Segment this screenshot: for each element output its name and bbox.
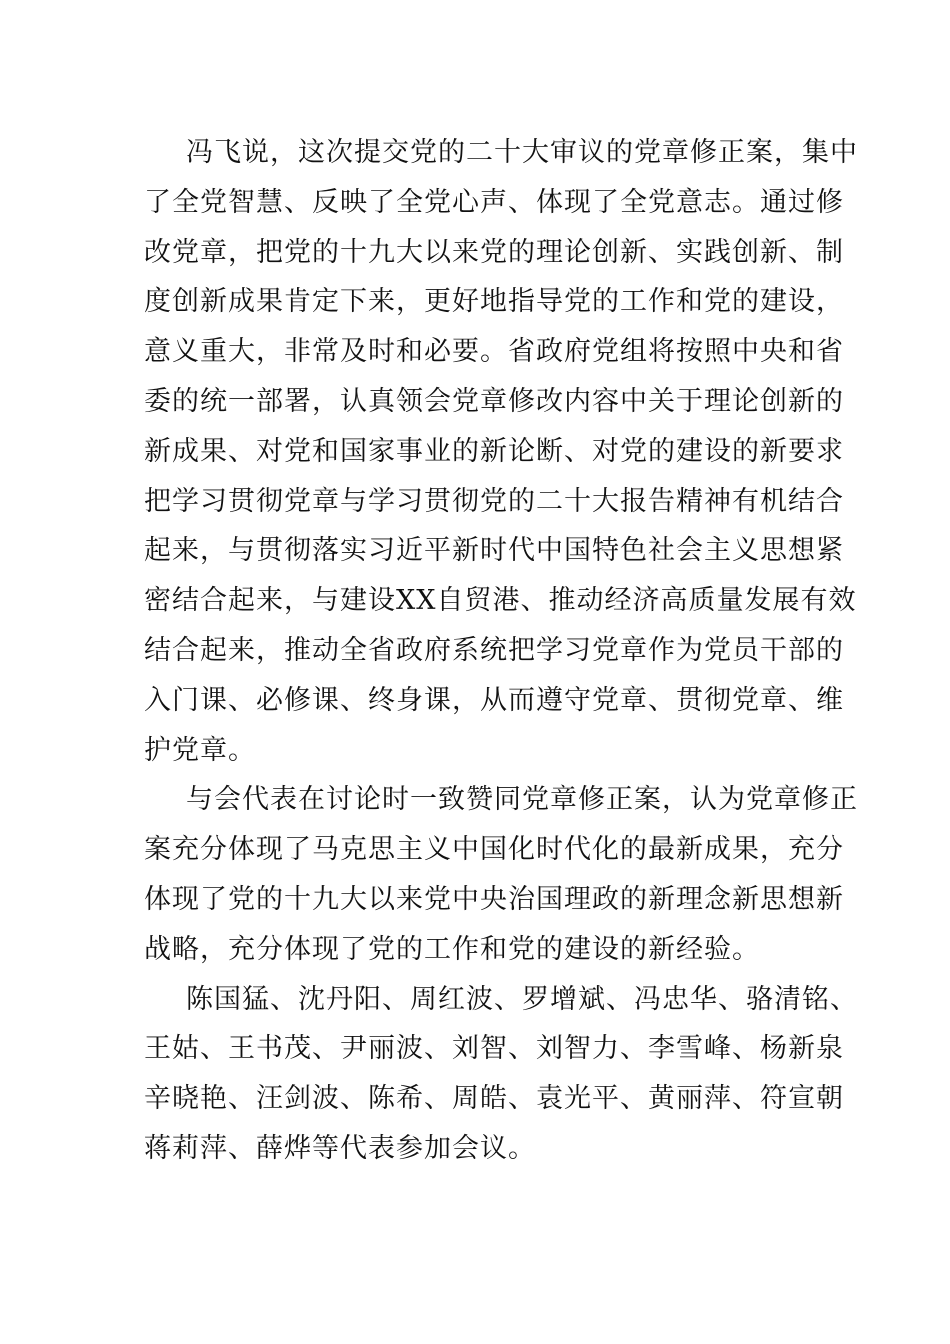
text-line: 体现了党的十九大以来党中央治国理政的新理念新思想新 (144, 883, 844, 915)
text-line: 了全党智慧、反映了全党心声、体现了全党意志。通过修 (144, 186, 844, 218)
text-line: 新成果、对党和国家事业的新论断、对党的建设的新要求 (144, 435, 844, 467)
text-line: 意义重大，非常及时和必要。省政府党组将按照中央和省 (144, 336, 844, 368)
text-line: 结合起来，推动全省政府系统把学习党章作为党员干部的 (144, 634, 844, 666)
paragraph-1 (144, 128, 858, 775)
text-line: 战略，充分体现了党的工作和党的建设的新经验。 (144, 933, 760, 965)
document-body (144, 128, 858, 1174)
text-line: 把学习贯彻党章与学习贯彻党的二十大报告精神有机结合 (144, 485, 844, 517)
text-line: 入门课、必修课、终身课，从而遵守党章、贯彻党章、维 (144, 684, 844, 716)
text-line: 辛晓艳、汪剑波、陈希、周皓、袁光平、黄丽萍、符宣朝 (144, 1083, 844, 1115)
text-line: 委的统一部署，认真领会党章修改内容中关于理论创新的 (144, 385, 844, 417)
text-line: 陈国猛、沈丹阳、周红波、罗增斌、冯忠华、骆清铭、 (186, 983, 858, 1015)
paragraph-3 (144, 975, 858, 1174)
text-line: 密结合起来，与建设XX自贸港、推动经济高质量发展有效 (144, 585, 857, 617)
text-line: 冯飞说，这次提交党的二十大审议的党章修正案，集中 (186, 137, 858, 168)
text-line: 改党章，把党的十九大以来党的理论创新、实践创新、制 (144, 236, 844, 268)
text-line: 度创新成果肯定下来，更好地指导党的工作和党的建设， (144, 286, 844, 318)
paragraph-2 (144, 775, 858, 974)
text-line: 与会代表在讨论时一致赞同党章修正案，认为党章修正 (186, 784, 858, 816)
text-line: 王姑、王书茂、尹丽波、刘智、刘智力、李雪峰、杨新泉 (144, 1033, 844, 1065)
text-line: 护党章。 (144, 734, 256, 766)
text-line: 蒋莉萍、薛烨等代表参加会议。 (144, 1132, 536, 1164)
text-line: 起来，与贯彻落实习近平新时代中国特色社会主义思想紧 (144, 535, 844, 567)
text-line: 案充分体现了马克思主义中国化时代化的最新成果，充分 (144, 834, 844, 866)
